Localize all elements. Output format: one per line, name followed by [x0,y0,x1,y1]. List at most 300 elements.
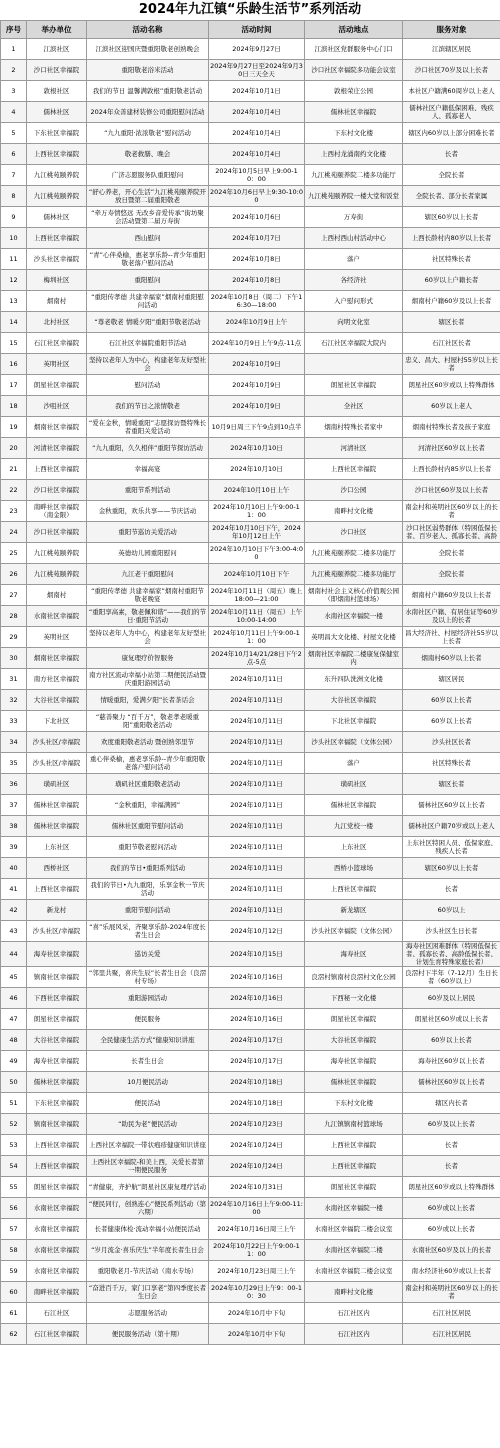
cell-activity-location: 入户慰问形式 [305,291,403,312]
cell-activity-location: 上西社区幸福院 [305,459,403,480]
cell-index: 3 [1,81,27,102]
cell-activity-location: 江滨社区党群服务中心门口 [305,39,403,60]
cell-index: 42 [1,900,27,921]
cell-activity-time: 2024年10月4日 [209,123,305,144]
cell-activity-name: 英德幼儿园重阳慰问 [87,543,209,564]
table-row [1,711,500,732]
cell-index: 34 [1,732,27,753]
cell-organizer: 水南社区幸福院 [27,1240,87,1261]
table-row [1,1198,500,1219]
cell-activity-time: 10月9日周三下午9点到10点半 [209,417,305,438]
cell-index: 32 [1,690,27,711]
cell-service-target: 儒林社区户籍低保困难、残疾人、孤寡老人 [403,102,500,123]
cell-activity-time: 2024年10月16日 [209,967,305,988]
table-row [1,249,500,270]
cell-index: 49 [1,1051,27,1072]
cell-activity-name: 儒林社区重阳节慰问活动 [87,816,209,837]
cell-organizer: 英明社区 [27,354,87,375]
column-header-activity-location: 活动地点 [305,21,403,39]
cell-service-target: 昌大经济社、村屋经济社55岁以上长者 [403,627,500,648]
table-row [1,988,500,1009]
cell-activity-location: 向明文化室 [305,312,403,333]
cell-index: 62 [1,1324,27,1345]
cell-activity-name: “奋进百千万，家门口享老”第四季度长者生日会 [87,1282,209,1303]
cell-activity-name: 全民健康生活方式”健康知识讲座 [87,1030,209,1051]
cell-index: 41 [1,879,27,900]
cell-service-target: 辖区60岁以上长者 [403,858,500,879]
cell-service-target: 儒林社区60岁以上长者 [403,1072,500,1093]
cell-index: 50 [1,1072,27,1093]
cell-index: 6 [1,144,27,165]
cell-activity-location: 朗星社区幸福院 [305,1177,403,1198]
table-row [1,606,500,627]
table-row [1,942,500,967]
cell-activity-location: 大谷社区幸福院 [305,690,403,711]
cell-activity-name: 重阳节巡访关爱活动 [87,522,209,543]
cell-index: 54 [1,1156,27,1177]
cell-activity-name: 便民服务 [87,1009,209,1030]
cell-service-target: 全院长者 [403,543,500,564]
cell-activity-name: “重阳享高素，敬老佩和谐”——我们的节日·重阳节活动 [87,606,209,627]
cell-activity-time: 2024年10月29日上午9：00-10：30 [209,1282,305,1303]
cell-index: 51 [1,1093,27,1114]
cell-activity-name: 重阳慰问 [87,270,209,291]
cell-activity-time: 2024年10月6日早上9:30-10:00 [209,186,305,207]
cell-activity-name: “重阳传孝德 共建幸福家”烟南村重阳慰问活动 [87,291,209,312]
cell-organizer: 儒林社区 [27,207,87,228]
cell-activity-location: 河清社区 [305,438,403,459]
cell-index: 53 [1,1135,27,1156]
cell-index: 12 [1,270,27,291]
cell-organizer: 石江社区 [27,1303,87,1324]
cell-service-target: 良滘村下半年（7-12月）生日长者（60岁以上） [403,967,500,988]
cell-activity-location: 下北社区幸福院 [305,711,403,732]
cell-index: 18 [1,396,27,417]
cell-organizer: 下东社区幸福院 [27,123,87,144]
cell-organizer: 朗星社区幸福院 [27,375,87,396]
table-row [1,60,500,81]
cell-service-target: 辖区居民 [403,669,500,690]
cell-service-target: 沙头社区生日长者 [403,921,500,942]
cell-activity-location: 上西社区幸福院 [305,1156,403,1177]
table-row [1,270,500,291]
cell-organizer: 儒林社区 [27,102,87,123]
cell-activity-time: 2024年10月17日 [209,1051,305,1072]
cell-organizer: 南畔社区幸福院（南金限） [27,501,87,522]
cell-service-target: 社区特殊长者 [403,249,500,270]
cell-index: 28 [1,606,27,627]
table-row [1,375,500,396]
cell-organizer: 儒林社区幸福院 [27,1072,87,1093]
cell-organizer: 海寿社区幸福院 [27,1051,87,1072]
cell-service-target: 烟南村特殊长者及孩子家庭 [403,417,500,438]
cell-activity-location: 上西社区幸福院 [305,879,403,900]
cell-organizer: 沙头社区/幸福院 [27,753,87,774]
cell-service-target: 长者 [403,1156,500,1177]
cell-service-target: 60岁以上户籍长者 [403,270,500,291]
cell-service-target: 儒林社区户籍70岁或以上老人 [403,816,500,837]
cell-activity-name: 康复理疗价智服务 [87,648,209,669]
cell-activity-location: 沙口公园 [305,480,403,501]
cell-index: 59 [1,1261,27,1282]
cell-service-target: 朗星社区60岁或以上长者 [403,1009,500,1030]
cell-activity-location: 沙头社区幸福院（文体公园） [305,732,403,753]
cell-activity-time: 2024年10月11日 [209,837,305,858]
cell-organizer: 石江社区幸福院 [27,1324,87,1345]
cell-organizer: 石江社区幸福院 [27,333,87,354]
cell-activity-name: “邻里共聚，喜庆生辰”长者生日会（良滘村专场） [87,967,209,988]
cell-service-target: 长者 [403,144,500,165]
cell-index: 20 [1,438,27,459]
table-row [1,1261,500,1282]
cell-activity-location: 上西社区幸福院 [305,1135,403,1156]
cell-index: 11 [1,249,27,270]
table-row [1,837,500,858]
table-row [1,921,500,942]
cell-organizer: 大谷社区幸福院 [27,690,87,711]
cell-activity-location: 落户 [305,753,403,774]
cell-activity-time: 2024年10月11日 [209,774,305,795]
cell-activity-location: 儒林社区幸福院 [305,795,403,816]
cell-index: 5 [1,123,27,144]
cell-index: 60 [1,1282,27,1303]
cell-service-target: 60岁及以上长者 [403,1114,500,1135]
cell-activity-name: 我们的节日之浓情敬老 [87,396,209,417]
table-row [1,879,500,900]
cell-activity-time: 2024年10月10日下午 [209,564,305,585]
cell-activity-location: 石江社区内 [305,1324,403,1345]
cell-service-target: 沙口社区60岁及以上长者 [403,480,500,501]
cell-organizer: 水南社区幸福院 [27,1219,87,1240]
cell-activity-location: 儒林社区幸福院 [305,102,403,123]
cell-organizer: 上西社区幸福院 [27,1156,87,1177]
cell-service-target: 上西长龄村内85岁以上长者 [403,459,500,480]
cell-activity-time: 2024年10月10日下午，2024年10月12日上午 [209,522,305,543]
cell-activity-name: 重阳节系列活动 [87,480,209,501]
cell-activity-time: 2024年10月7日 [209,228,305,249]
cell-service-target: 南金村和英明社区60岁以上的长者 [403,501,500,522]
cell-organizer: 镇南社区幸福院 [27,967,87,988]
cell-organizer: 南畔社区幸福院 [27,1282,87,1303]
cell-index: 4 [1,102,27,123]
cell-activity-time: 2024年10月11日（周五）上午10:00-14:00 [209,606,305,627]
cell-activity-time: 2024年10月11日上午9:00-11：00 [209,627,305,648]
cell-activity-name: “青”心伴桑榆，惠老享乐龄--青少年重阳敬老落户慰问活动 [87,249,209,270]
cell-activity-time: 2024年10月11日 [209,795,305,816]
cell-activity-name: 九江老干重阳慰问 [87,564,209,585]
cell-activity-time: 2024年10月12日 [209,921,305,942]
cell-organizer: 敦根社区 [27,81,87,102]
cell-activity-location: 九江桃苑颐养院二楼多功能厅 [305,543,403,564]
cell-activity-name: “九九重阳，久久相伴”重阳节探访活动 [87,438,209,459]
table-row [1,1282,500,1303]
cell-activity-name: 重阳节敬老慰问活动 [87,837,209,858]
table-row [1,627,500,648]
cell-activity-location: 良滘村镇南村良滘村文化公园 [305,967,403,988]
cell-activity-time: 2024年10月10日 [209,438,305,459]
cell-activity-time: 2024年10月11日 [209,816,305,837]
table-row [1,333,500,354]
table-row [1,522,500,543]
cell-organizer: 上西社区幸福院 [27,459,87,480]
cell-organizer: 水南社区幸福院 [27,1198,87,1219]
cell-activity-time: 2024年10月1日 [209,81,305,102]
activity-table [0,20,500,1345]
cell-organizer: 朗星社区幸福院 [27,1009,87,1030]
cell-activity-time: 2024年10月5日早上9:00-10：00 [209,165,305,186]
cell-service-target: 石江社区居民 [403,1324,500,1345]
cell-activity-time: 2024年10月10日上午 [209,480,305,501]
cell-service-target: 辖区内60岁以上部分困难长者 [403,123,500,144]
cell-activity-time: 2024年10月11日 [209,669,305,690]
table-body [1,39,500,1345]
cell-activity-location: 水南社区幸福院二楼会议室 [305,1261,403,1282]
cell-activity-time: 2024年10月9日 [209,396,305,417]
cell-activity-time: 2024年10月11日 [209,900,305,921]
cell-activity-time: 2024年10月16日 [209,988,305,1009]
cell-index: 55 [1,1177,27,1198]
table-row [1,438,500,459]
cell-activity-name: 敬老救膳、晚会 [87,144,209,165]
table-row [1,165,500,186]
cell-activity-time: 2024年10月8日（周二）下午16:30—18:00 [209,291,305,312]
table-row [1,795,500,816]
table-row [1,1219,500,1240]
cell-service-target: 60岁以上长者 [403,1030,500,1051]
cell-index: 26 [1,564,27,585]
table-row [1,123,500,144]
table-row [1,102,500,123]
cell-organizer: 英明社区 [27,627,87,648]
cell-activity-location: 朗星社区幸福院 [305,375,403,396]
cell-activity-location: 下东村文化楼 [305,1093,403,1114]
cell-activity-name: 重阳敬老浴米活动 [87,60,209,81]
cell-activity-location: 璜矶社区 [305,774,403,795]
cell-activity-time: 2024年10月11日 [209,753,305,774]
table-row [1,501,500,522]
cell-index: 13 [1,291,27,312]
cell-index: 9 [1,207,27,228]
cell-activity-time: 2024年10月4日 [209,102,305,123]
cell-activity-name: 南方社区流动幸福小站第二期便民活动暨庆重阳游园活动 [87,669,209,690]
cell-index: 38 [1,816,27,837]
cell-index: 16 [1,354,27,375]
table-row [1,1114,500,1135]
cell-organizer: 水南社区幸福院 [27,606,87,627]
cell-organizer: 烟南村 [27,585,87,606]
cell-organizer: 下西社区幸福院 [27,988,87,1009]
cell-organizer: 大谷社区幸福院 [27,1030,87,1051]
cell-activity-time: 2024年10月8日 [209,249,305,270]
cell-organizer: 烟南社区幸福院 [27,648,87,669]
cell-organizer: 烟南村 [27,291,87,312]
table-row [1,1177,500,1198]
cell-activity-location: 海寿社区 [305,942,403,967]
cell-activity-location: 石江社区内 [305,1303,403,1324]
cell-activity-time: 2024年10月6日 [209,207,305,228]
cell-index: 47 [1,1009,27,1030]
cell-service-target: 本社区户籍满60周岁以上老人 [403,81,500,102]
cell-activity-time: 2024年10月10日上午9:00-11：00 [209,501,305,522]
cell-organizer: 儒林社区幸福院 [27,816,87,837]
cell-index: 44 [1,942,27,967]
cell-organizer: 镇南社区幸福院 [27,1114,87,1135]
cell-activity-time: 2024年9月27日至2024年9月30日三天全天 [209,60,305,81]
cell-index: 35 [1,753,27,774]
cell-organizer: 九江桃苑颐养院 [27,564,87,585]
cell-index: 25 [1,543,27,564]
cell-activity-location: 朗星社区幸福院 [305,1009,403,1030]
column-header-organizer: 举办单位 [27,21,87,39]
cell-organizer: 下东社区幸福院 [27,1093,87,1114]
cell-service-target: 南水经济社60岁或以上长者 [403,1261,500,1282]
table-row [1,585,500,606]
cell-activity-location: 东升四队洗洲文化楼 [305,669,403,690]
cell-index: 19 [1,417,27,438]
cell-activity-name: 金秋重阳，欢乐共享——节庆活动 [87,501,209,522]
cell-activity-location: 南畔村文化楼 [305,1282,403,1303]
cell-organizer: 烟南社区幸福院 [27,417,87,438]
cell-organizer: 上东社区 [27,837,87,858]
cell-activity-time: 2024年10月11日 [209,858,305,879]
cell-service-target: 石江社区长者 [403,333,500,354]
cell-activity-name: 我们的节日•重阳系列活动 [87,858,209,879]
cell-organizer: 九江桃苑颐养院 [27,186,87,207]
cell-activity-location: 下西秘一文化楼 [305,988,403,1009]
cell-service-target: 朗星社区60岁或以上特殊群体 [403,375,500,396]
cell-organizer: 上西社区幸福院 [27,1135,87,1156]
cell-activity-location: 上东社区 [305,837,403,858]
cell-activity-name: 10月便民活动 [87,1072,209,1093]
page-title: 2024年九江镇“乐龄生活节”系列活动 [138,2,362,17]
cell-service-target: 社区特殊长者 [403,753,500,774]
table-row [1,1051,500,1072]
cell-organizer: 沙口社区幸福院 [27,60,87,81]
table-row [1,1303,500,1324]
table-row [1,543,500,564]
cell-organizer: 北村社区 [27,312,87,333]
cell-activity-time: 2024年10月18日 [209,1093,305,1114]
cell-index: 52 [1,1114,27,1135]
cell-activity-time: 2024年10月11日（周五）晚上18:00—21:00 [209,585,305,606]
cell-activity-time: 2024年10月10日下午3:00-4:00 [209,543,305,564]
table-row [1,690,500,711]
table-row [1,207,500,228]
table-row [1,354,500,375]
cell-organizer: 海寿社区幸福院 [27,942,87,967]
cell-activity-location: 敦根荣庄公园 [305,81,403,102]
cell-index: 46 [1,988,27,1009]
cell-service-target: 60岁以上 [403,900,500,921]
cell-service-target: 全院长者 [403,564,500,585]
cell-activity-time: 2024年10月9日上午9点-11点 [209,333,305,354]
cell-service-target: 忠义、昌大、村屋村55岁以上长者 [403,354,500,375]
cell-index: 57 [1,1219,27,1240]
cell-service-target: 儒林社区60岁以上长者 [403,795,500,816]
cell-service-target: 60岁以上长者 [403,711,500,732]
cell-activity-time: 2024年10月16日 [209,1009,305,1030]
cell-index: 24 [1,522,27,543]
cell-activity-location: 儒林社区幸福院 [305,1072,403,1093]
cell-activity-name: 重阳节慰问活动 [87,900,209,921]
cell-index: 8 [1,186,27,207]
column-header-activity-time: 活动时间 [209,21,305,39]
cell-service-target: 海寿社区60岁以上长者 [403,1051,500,1072]
cell-index: 56 [1,1198,27,1219]
cell-activity-name: “舒心养老，开心生活”九江桃苑颐养院开放日暨第二届重阳敬老 [87,186,209,207]
table-row [1,39,500,60]
table-row [1,816,500,837]
cell-activity-location: 水南社区幸福院一楼 [305,606,403,627]
cell-activity-time: 2024年10月11日 [209,690,305,711]
cell-activity-name: 长者生日会 [87,1051,209,1072]
table-row [1,1072,500,1093]
cell-activity-time: 2024年10月10日 [209,459,305,480]
cell-organizer: 南方社区幸福院 [27,669,87,690]
cell-activity-name: “慈善聚力 “百千万”，敬老孝老暖重阳”重阳敬老活动 [87,711,209,732]
table-row [1,1030,500,1051]
cell-activity-time: 2024年10月15日 [209,942,305,967]
cell-index: 1 [1,39,27,60]
cell-activity-location [305,354,403,375]
cell-activity-name: 情暖重阳，爱满夕阳”长者茶话会 [87,690,209,711]
table-row [1,1240,500,1261]
cell-activity-location: 烟南村特殊长者家中 [305,417,403,438]
cell-service-target: 辖区60岁以上长者 [403,207,500,228]
cell-service-target: 沙口社区70岁及以上长者 [403,60,500,81]
cell-activity-time: 2024年10月9日上午 [209,312,305,333]
cell-activity-time: 2024年10月9日 [209,375,305,396]
cell-service-target: 水南社区户籍、有居住证等60岁及以上的长者 [403,606,500,627]
cell-organizer: 梅圳社区 [27,270,87,291]
cell-activity-name: 坚持以老年人为中心，构建老年友好型社会 [87,354,209,375]
cell-activity-name: “九九重阳·浓浓敬老”慰问活动 [87,123,209,144]
table-row [1,648,500,669]
cell-activity-time: 2024年10月4日 [209,144,305,165]
cell-activity-name: 上西社区幸福院-和美上西，关爱长者第一期便民服务 [87,1156,209,1177]
cell-organizer: 沙头社区/幸福院 [27,732,87,753]
cell-index: 37 [1,795,27,816]
cell-service-target: 水南社区60岁及以上的长者 [403,1240,500,1261]
table-row [1,312,500,333]
cell-activity-name: “金秋重阳，幸福满园” [87,795,209,816]
cell-activity-location: 水南社区幸福院二楼会议室 [305,1219,403,1240]
column-header-service-target: 服务对象 [403,21,500,39]
cell-activity-location: 九江桃苑颐养院一楼大堂和饭堂 [305,186,403,207]
cell-activity-location: 全社区 [305,396,403,417]
cell-activity-location: 水南社区幸福院二楼 [305,1240,403,1261]
cell-service-target: 60岁或以上长者 [403,1219,500,1240]
table-header [1,21,500,39]
cell-activity-location: 大谷社区幸福院 [305,1030,403,1051]
cell-activity-location: 烟南社区幸福院二楼康复保健室内 [305,648,403,669]
cell-service-target: 60岁以上长者 [403,690,500,711]
table-row [1,732,500,753]
cell-activity-location: 水南社区幸福院一楼 [305,1198,403,1219]
cell-activity-location: 海寿社区幸福院 [305,1051,403,1072]
table-row [1,1324,500,1345]
cell-activity-name: 便民服务活动（第十期） [87,1324,209,1345]
cell-index: 33 [1,711,27,732]
cell-activity-name: 重心伴桑榆，惠老享乐龄--青少年重阳敬老落户慰问活动 [87,753,209,774]
table-row [1,858,500,879]
cell-index: 10 [1,228,27,249]
cell-activity-name: “尊老敬老 情暖夕阳”重阳节敬老活动 [87,312,209,333]
cell-service-target: 长者 [403,1135,500,1156]
cell-activity-location: 上西村西山村活动中心 [305,228,403,249]
cell-service-target: 辖区长者 [403,312,500,333]
cell-service-target: 烟南村60岁以上长者 [403,648,500,669]
